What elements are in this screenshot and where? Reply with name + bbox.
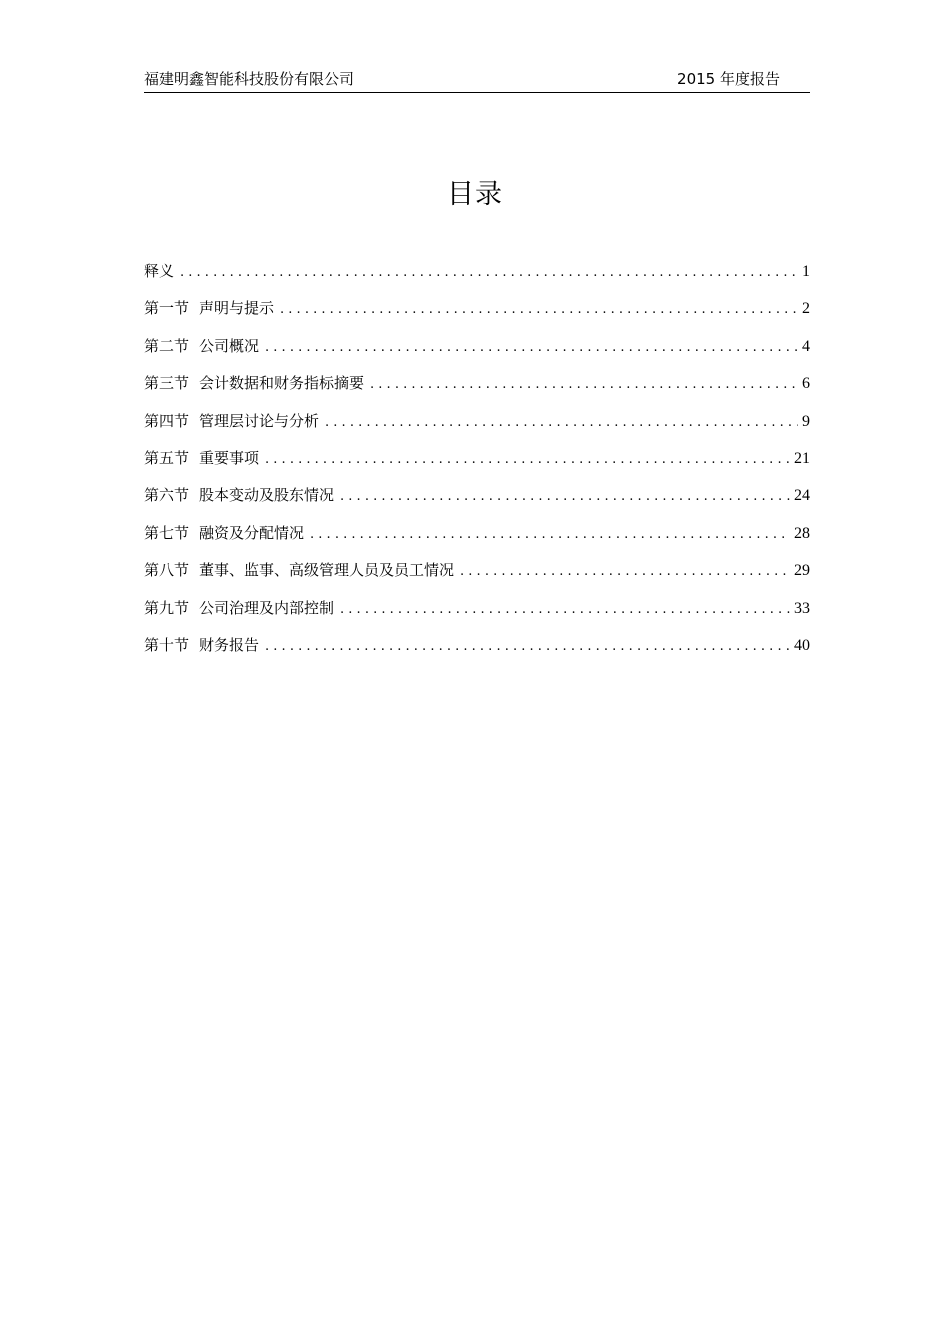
toc-item-title: 释义 [144,262,175,280]
toc-item-section: 第七节 [144,523,190,542]
toc-item-title: 融资及分配情况 [199,523,305,542]
toc-item-label [144,447,265,468]
toc-item-page: 40 [794,636,810,654]
toc-item-section: 第八节 [144,561,190,580]
toc-item-label [144,335,265,356]
toc-item-title: 股本变动及股东情况 [199,486,335,505]
toc-dot-leader [180,265,798,280]
toc-dot-leader [265,639,790,654]
toc-item-label [144,297,280,318]
toc-item-label [144,484,340,505]
toc-dot-leader [370,377,798,392]
company-name: 福建明鑫智能科技股份有限公司 [144,70,355,88]
toc-item-label [144,410,325,431]
report-title: 2015 年度报告 [677,70,780,88]
toc-item-page: 24 [794,487,810,505]
toc-item-section: 第三节 [144,374,190,393]
toc-item-page: 9 [802,412,810,430]
toc-dot-leader [460,564,790,579]
toc-item-section: 第十节 [144,635,190,654]
page-header [144,66,810,93]
toc-item-title: 公司治理及内部控制 [199,598,335,617]
table-of-contents [144,260,810,671]
toc-item-title: 重要事项 [199,448,260,467]
toc-item-section-3[interactable] [144,372,810,409]
toc-item-title: 会计数据和财务指标摘要 [199,374,365,393]
toc-item-title: 管理层讨论与分析 [199,411,320,430]
toc-item-label [144,372,370,393]
toc-item-section-9[interactable] [144,597,810,634]
toc-item-page: 6 [802,375,810,393]
toc-dot-leader [340,489,790,504]
toc-item-section: 第二节 [144,336,190,355]
toc-item-page: 4 [802,337,810,355]
toc-item-section-1[interactable] [144,297,810,334]
toc-item-section-6[interactable] [144,484,810,521]
toc-item-section-10[interactable] [144,634,810,671]
toc-item-page: 28 [794,524,810,542]
toc-item-definitions[interactable] [144,260,810,297]
toc-item-page: 1 [802,263,810,280]
toc-item-label [144,597,340,618]
toc-item-title: 财务报告 [199,635,260,654]
toc-dot-leader [280,302,798,317]
toc-item-title: 董事、监事、高级管理人员及员工情况 [199,561,455,580]
toc-item-section-8[interactable] [144,559,810,596]
toc-dot-leader [325,415,798,430]
toc-item-section: 第六节 [144,486,190,505]
toc-item-page: 29 [794,562,810,580]
toc-item-label [144,522,310,543]
toc-item-label [144,634,265,655]
toc-dot-leader [340,602,790,617]
toc-item-section: 第九节 [144,598,190,617]
toc-item-title: 公司概况 [199,336,260,355]
toc-item-page: 33 [794,599,810,617]
toc-item-title: 声明与提示 [199,299,275,318]
toc-item-section-2[interactable] [144,335,810,372]
toc-item-section-5[interactable] [144,447,810,484]
toc-item-page: 2 [802,300,810,318]
toc-item-section: 第四节 [144,411,190,430]
toc-item-label [144,559,460,580]
toc-item-page: 21 [794,449,810,467]
toc-item-section: 第一节 [144,299,190,318]
toc-dot-leader [265,452,790,467]
toc-item-section-7[interactable] [144,522,810,559]
toc-item-section: 第五节 [144,448,190,467]
toc-dot-leader [265,340,798,355]
toc-title: 目录 [447,179,503,210]
toc-item-section-4[interactable] [144,410,810,447]
toc-item-label [144,260,180,281]
toc-dot-leader [310,527,790,542]
